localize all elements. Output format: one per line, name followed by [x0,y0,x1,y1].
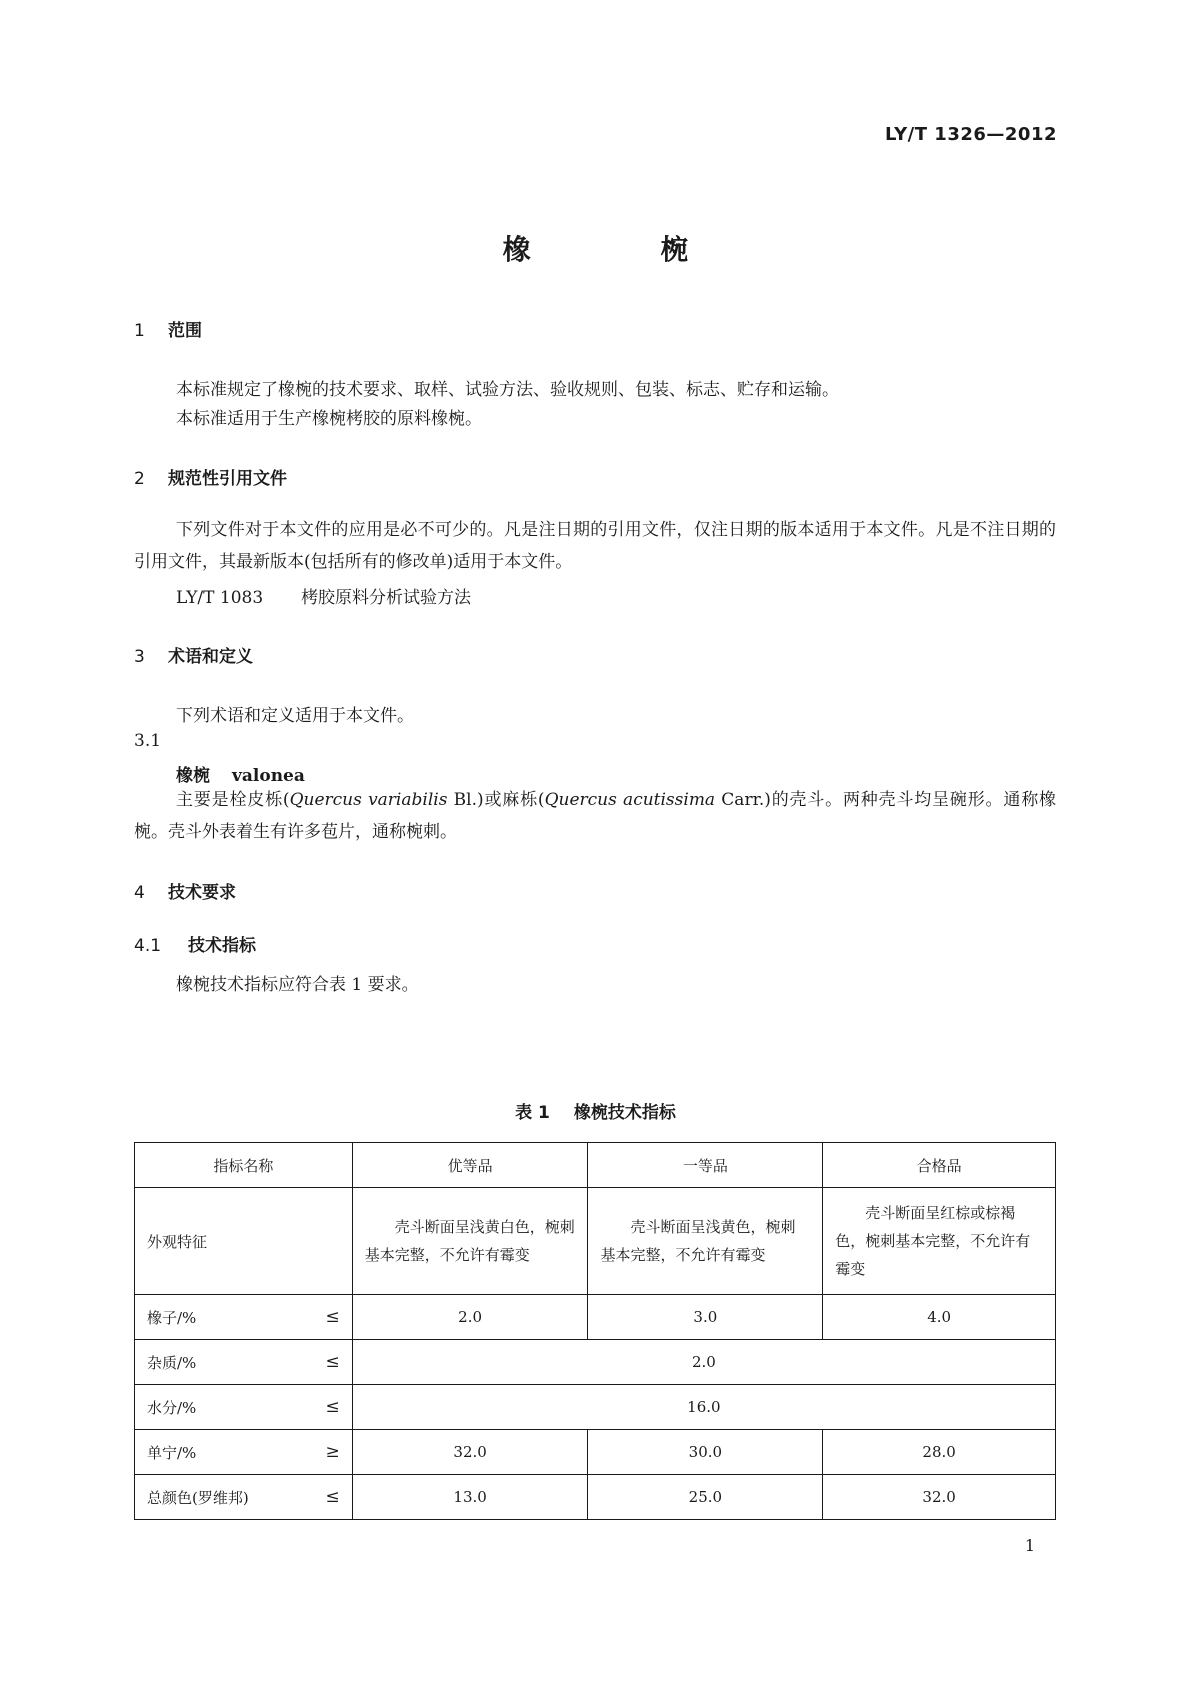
definition-text: Carr.)的壳斗。两种壳斗均呈碗形。通称橡椀。壳斗外表着生有许多苞片，通称椀刺。 [134,790,1057,842]
subsection-4-1-heading [134,931,256,956]
table-row [135,1430,1056,1475]
table-cell: 4.0 [823,1295,1056,1340]
table-cell: 25.0 [588,1475,823,1520]
column-header: 优等品 [352,1143,588,1188]
table-cell: 3.0 [588,1295,823,1340]
table-caption [0,1098,1191,1123]
row-label [135,1385,353,1430]
table-header-row [135,1143,1056,1188]
section-number: 3 [134,647,145,667]
definition-text: Bl.)或麻栎( [447,790,545,810]
table-cell-merged: 16.0 [352,1385,1055,1430]
section-title: 范围 [168,321,202,341]
table-cell: 32.0 [823,1475,1056,1520]
table-cell: 28.0 [823,1430,1056,1475]
table-row [135,1295,1056,1340]
subsection-number: 4.1 [134,936,162,956]
subsection-number: 3.1 [134,731,162,751]
row-label-text: 橡子/% [147,1308,197,1327]
comparison-operator: ≤ [325,1487,340,1507]
table-title: 橡椀技术指标 [573,1103,676,1123]
comparison-operator: ≥ [325,1442,340,1462]
row-label-text: 水分/% [147,1398,197,1417]
column-header: 指标名称 [135,1143,353,1188]
row-label [135,1340,353,1385]
paragraph: 橡椀技术指标应符合表 1 要求。 [176,975,419,995]
table-cell: 32.0 [352,1430,588,1475]
table-number: 表 1 [515,1103,550,1123]
table-cell: 壳斗断面呈浅黄色，椀刺基本完整，不允许有霉变 [588,1188,823,1295]
reference-title: 栲胶原料分析试验方法 [301,588,471,608]
row-label-text: 杂质/% [147,1353,197,1372]
table-row [135,1385,1056,1430]
section-number: 4 [134,883,145,903]
row-label [135,1430,353,1475]
table-cell-merged: 2.0 [352,1340,1055,1385]
paragraph: 下列术语和定义适用于本文件。 [176,706,414,726]
comparison-operator: ≤ [325,1307,340,1327]
term-entry [176,761,305,786]
section-4-heading [134,878,236,903]
row-label: 外观特征 [135,1188,353,1295]
table-row [135,1188,1056,1295]
term-chinese: 橡椀 [176,766,210,786]
reference-code: LY/T 1083 [176,588,264,608]
table-cell: 30.0 [588,1430,823,1475]
row-label-text: 单宁/% [147,1443,197,1462]
paragraph: 本标准规定了橡椀的技术要求、取样、试验方法、验收规则、包装、标志、贮存和运输。 [176,380,839,400]
latin-name: Quercus acutissima [544,790,716,810]
table-cell: 壳斗断面呈浅黄白色，椀刺基本完整，不允许有霉变 [352,1188,588,1295]
definition-text: 主要是栓皮栎( [176,790,290,810]
section-2-heading [134,464,287,489]
table-row [135,1340,1056,1385]
comparison-operator: ≤ [325,1352,340,1372]
section-number: 1 [134,321,145,341]
table-cell: 13.0 [352,1475,588,1520]
comparison-operator: ≤ [325,1397,340,1417]
subsection-title: 技术指标 [188,936,256,956]
document-title: 橡 椀 [502,233,749,266]
row-label [135,1475,353,1520]
section-title: 术语和定义 [168,647,253,667]
column-header: 合格品 [823,1143,1056,1188]
table-row [135,1475,1056,1520]
paragraph: 下列文件对于本文件的应用是必不可少的。凡是注日期的引用文件，仅注日期的版本适用于本文件。凡是不注日期的引用文件，其最新版本(包括所有的修改单)适用于本文件。 [134,520,1056,572]
term-definition [134,784,1056,848]
latin-name: Quercus variabilis [289,790,448,810]
paragraph: 本标准适用于生产橡椀栲胶的原料橡椀。 [176,409,482,429]
row-label [135,1295,353,1340]
page-number: 1 [1024,1536,1035,1555]
table-cell: 2.0 [352,1295,588,1340]
section-1-heading [134,316,202,341]
table-cell: 壳斗断面呈红棕或棕褐色，椀刺基本完整，不允许有霉变 [823,1188,1056,1295]
normative-reference [134,583,1098,608]
section-3-heading [134,642,253,667]
term-english: valonea [232,766,305,786]
section-title: 技术要求 [168,883,236,903]
section-title: 规范性引用文件 [168,469,287,489]
row-label-text: 总颜色(罗维邦) [147,1488,249,1507]
section-number: 2 [134,469,145,489]
specification-table [134,1142,1056,1520]
standard-code: LY/T 1326—2012 [884,124,1057,145]
column-header: 一等品 [588,1143,823,1188]
